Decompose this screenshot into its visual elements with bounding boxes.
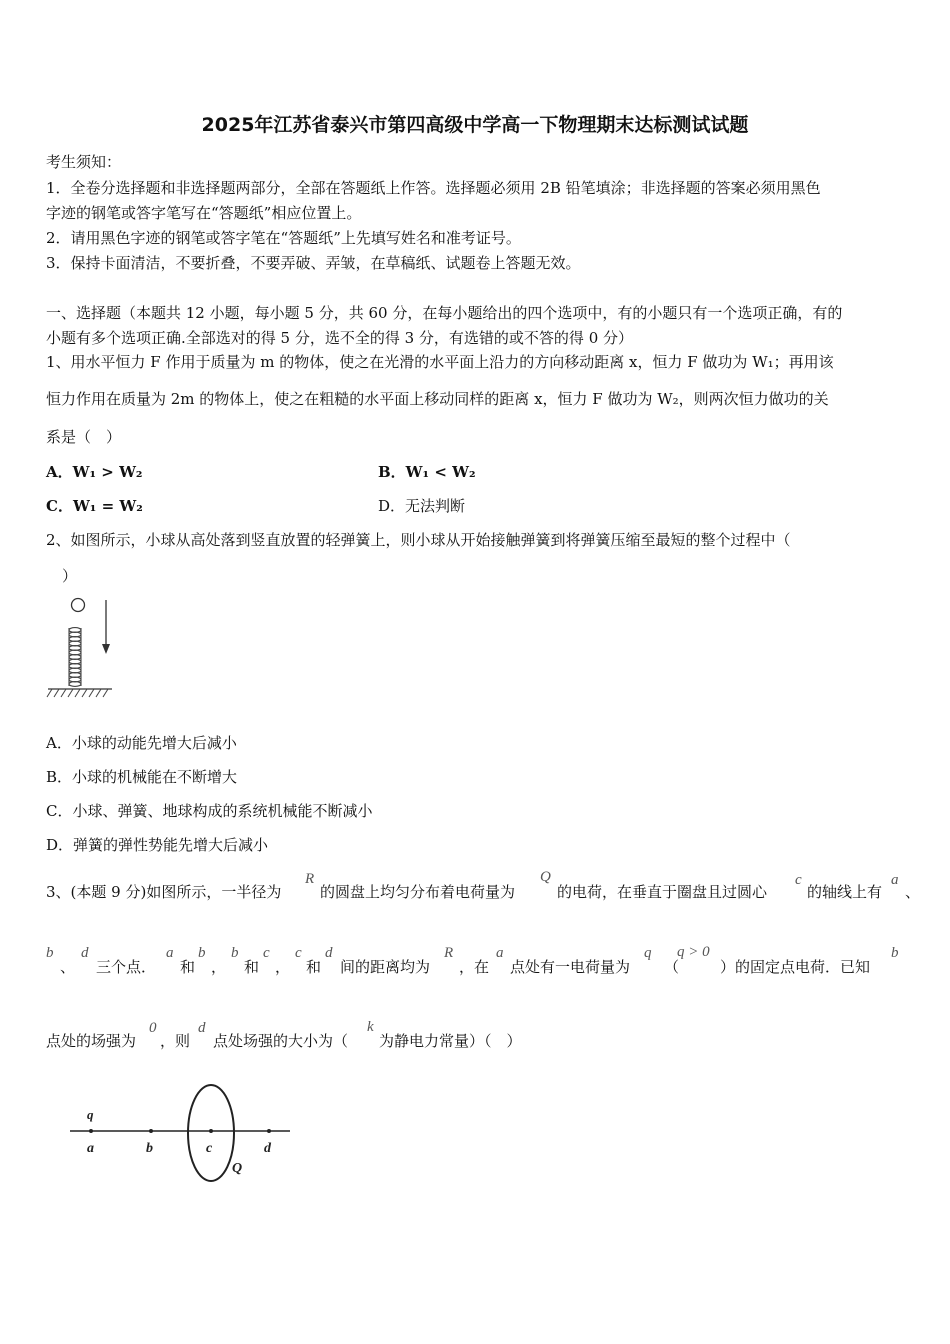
label-q: q	[87, 1107, 94, 1122]
q3-text-16: （	[664, 958, 680, 976]
q3-var-b2: b	[198, 945, 206, 961]
ground-hatch	[47, 689, 108, 697]
q3-text-21: 为静电力常量）（ ）	[379, 1032, 522, 1050]
q3-var-b3: b	[231, 945, 239, 961]
q1-option-b[interactable]: B．W₁ < W₂	[378, 463, 476, 481]
label-Q: Q	[232, 1161, 243, 1176]
q3-var-d3: d	[198, 1020, 206, 1036]
q3-var-Q: Q	[540, 869, 551, 885]
q2-stem-2: ）	[62, 567, 78, 585]
q3-var-c2: c	[263, 945, 270, 961]
q2-stem-1: 2、如图所示，小球从高处落到竖直放置的轻弹簧上，则小球从开始接触弹簧到将弹簧压缩至最短的整个过程中（	[46, 531, 791, 549]
q3-var-c3: c	[295, 945, 302, 961]
notice-line-1a: 1．全卷分选择题和非选择题两部分，全部在答题纸上作答。选择题必须用 2B 铅笔填涂；非选择题的答案必须用黑色	[46, 179, 821, 197]
label-c: c	[206, 1141, 213, 1156]
q1-stem-1: 1、用水平恒力 F 作用于质量为 m 的物体，使之在光滑的水平面上沿力的方向移动距离 x，恒力 F 做功为 W₁；再用该	[46, 353, 834, 371]
q3-var-b4: b	[891, 945, 899, 961]
label-a: a	[87, 1141, 94, 1156]
q1-option-c[interactable]: C．W₁ = W₂	[46, 497, 143, 515]
q3-var-a: a	[891, 872, 899, 888]
notice-line-2: 2．请用黑色字迹的钢笔或答字笔在“答题纸”上先填写姓名和准考证号。	[46, 229, 521, 247]
q2-option-b[interactable]: B．小球的机械能在不断增大	[46, 768, 238, 786]
point-b	[149, 1129, 153, 1133]
q3-text-4: 的轴线上有	[807, 883, 883, 901]
q3-var-c: c	[795, 872, 802, 888]
q3-text-15: 点处有一电荷量为	[510, 958, 631, 976]
section-instructions-2: 小题有多个选项正确.全部选对的得 5 分，选不全的得 3 分，有选错的或不答的得 0 分）	[46, 329, 634, 347]
q3-text-11: ，	[275, 958, 291, 976]
q3-text-14: ，在	[459, 958, 490, 976]
spring-ball-figure	[40, 592, 120, 704]
q1-stem-2: 恒力作用在质量为 2m 的物体上，使之在粗糙的水平面上移动同样的距离 x，恒力 F 做功为 W₂，则两次恒力做功的关	[46, 390, 829, 408]
q3-text-13: 间的距离均为	[340, 958, 431, 976]
q1-option-a[interactable]: A．W₁ > W₂	[46, 463, 143, 481]
q3-var-R2: R	[444, 945, 454, 961]
page-title: 2025年江苏省泰兴市第四高级中学高一下物理期末达标测试试题	[201, 114, 749, 136]
q3-text-12: 和	[306, 958, 322, 976]
q3-text-10: 和	[244, 958, 260, 976]
q2-option-a[interactable]: A．小球的动能先增大后减小	[46, 734, 237, 752]
notice-heading: 考生须知：	[46, 153, 122, 171]
label-d: d	[264, 1141, 271, 1156]
q3-text-5: 、	[905, 883, 921, 901]
notice-line-1b: 字迹的钢笔或答字笔写在“答题纸”相应位置上。	[46, 204, 362, 222]
q3-text-19: ，则	[160, 1032, 191, 1050]
q3-text-8: 和	[180, 958, 196, 976]
section-instructions-1: 一、选择题（本题共 12 小题，每小题 5 分，共 60 分，在每小题给出的四个选项中，有的小题只有一个选项正确，有的	[46, 304, 843, 322]
q3-var-zero: 0	[149, 1020, 157, 1036]
point-d	[267, 1129, 271, 1133]
q3-var-k: k	[367, 1019, 374, 1035]
q2-option-c[interactable]: C．小球、弹簧、地球构成的系统机械能不断减小	[46, 802, 373, 820]
q3-var-b: b	[46, 945, 54, 961]
q3-var-a3: a	[496, 945, 504, 961]
point-a	[89, 1129, 93, 1133]
q3-var-d: d	[81, 945, 89, 961]
q3-var-q: q	[644, 945, 652, 961]
spring	[69, 628, 81, 687]
q3-text-20: 点处场强的大小为（	[213, 1032, 349, 1050]
q3-text-18: 点处的场强为	[46, 1032, 137, 1050]
q3-text-17: ）的固定点电荷．已知	[720, 958, 871, 976]
q3-var-R: R	[305, 871, 315, 887]
down-arrow-icon	[102, 644, 110, 654]
q1-stem-3: 系是（ ）	[46, 428, 122, 446]
q3-text-3: 的电荷，在垂直于圈盘且过圆心	[557, 883, 768, 901]
q3-text-1: 3、(本题 9 分)如图所示，一半径为	[46, 883, 282, 901]
notice-line-3: 3．保持卡面清洁，不要折叠，不要弄破、弄皱，在草稿纸、试题卷上答题无效。	[46, 254, 581, 272]
q2-option-d[interactable]: D．弹簧的弹性势能先增大后减小	[46, 836, 269, 854]
q3-text-6: 、	[60, 958, 76, 976]
charged-disk-figure	[60, 1080, 305, 1195]
q3-text-2: 的圆盘上均匀分布着电荷量为	[320, 883, 516, 901]
point-c	[209, 1129, 213, 1133]
label-b: b	[146, 1141, 153, 1156]
q3-var-a2: a	[166, 945, 174, 961]
q3-text-9: ，	[211, 958, 227, 976]
q3-var-d2: d	[325, 945, 333, 961]
q3-var-qpos: q > 0	[677, 944, 710, 960]
ball	[72, 599, 85, 612]
q1-option-d[interactable]: D．无法判断	[378, 497, 466, 515]
q3-text-7: 三个点．	[96, 958, 157, 976]
